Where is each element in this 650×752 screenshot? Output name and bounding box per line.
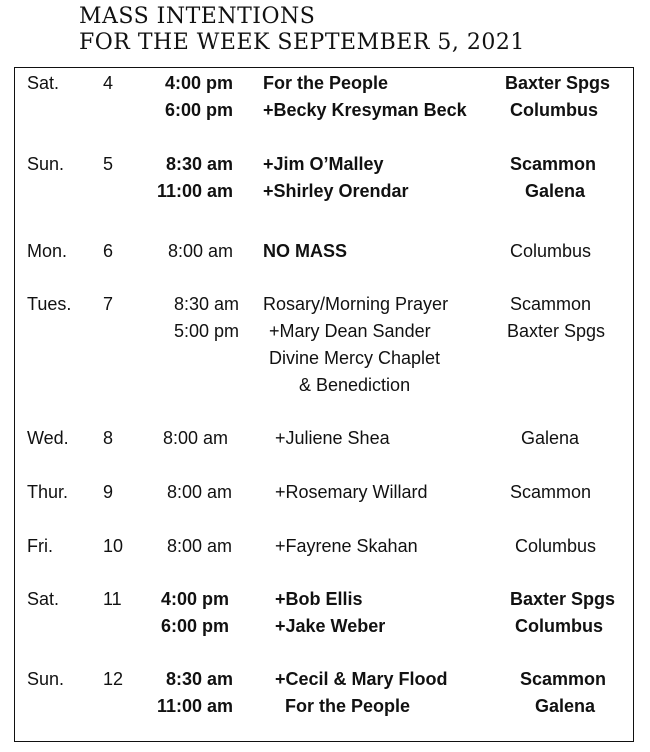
mass-intentions: [263, 238, 347, 265]
intention: +Mary Dean Sander: [269, 321, 431, 341]
mass-intentions: [263, 291, 448, 399]
day-label: Sat.: [27, 589, 60, 609]
mass-time: 4:00 pm: [164, 73, 233, 93]
day-label: Sun.: [27, 154, 65, 174]
mass-time: 8:00 am: [166, 536, 232, 556]
mass-time: 4:00 pm: [160, 589, 229, 609]
mass-times: [152, 291, 239, 345]
date-number: 4: [103, 73, 114, 93]
mass-intentions: [275, 425, 390, 452]
mass-times: [146, 238, 233, 265]
intention: +Becky Kresyman Beck: [263, 100, 467, 120]
intention: Rosary/Morning Prayer: [263, 294, 449, 314]
mass-times: [145, 533, 232, 560]
mass-locations: [505, 70, 610, 124]
mass-time: 8:00 am: [167, 241, 233, 261]
day-label: Thur.: [27, 482, 69, 502]
mass-time: 8:00 am: [166, 482, 232, 502]
mass-locations: [505, 151, 596, 205]
location: Scammon: [510, 482, 592, 502]
mass-time: 5:00 pm: [173, 321, 239, 341]
page-title: [79, 4, 525, 56]
location: Scammon: [520, 669, 607, 689]
title-line-1: MASS INTENTIONS: [79, 4, 316, 29]
schedule-table: [14, 67, 634, 742]
mass-locations: [505, 533, 596, 560]
mass-times: [146, 70, 233, 124]
mass-time: 6:00 pm: [160, 616, 229, 636]
mass-times: [142, 586, 229, 640]
mass-time: 8:30 am: [165, 669, 233, 689]
mass-time: 8:30 am: [173, 294, 239, 314]
location: Galena: [535, 696, 596, 716]
mass-time: 8:30 am: [165, 154, 233, 174]
date-number: 12: [103, 669, 124, 689]
day-label: Fri.: [27, 536, 53, 556]
mass-intentions: [275, 666, 448, 720]
day-label: Tues.: [27, 294, 72, 314]
location: Baxter Spgs: [507, 321, 606, 341]
location: Galena: [525, 181, 586, 201]
date-number: 8: [103, 428, 114, 448]
mass-times: [145, 479, 232, 506]
mass-locations: [505, 291, 605, 345]
mass-intentions: [275, 586, 385, 640]
mass-intentions: [275, 479, 428, 506]
day-label: Sun.: [27, 669, 65, 689]
location: Columbus: [515, 536, 597, 556]
date-number: 11: [103, 589, 122, 609]
intention: For the People: [285, 696, 411, 716]
mass-locations: [505, 238, 591, 265]
day-label: Wed.: [27, 428, 69, 448]
intention: +Jake Weber: [275, 616, 386, 636]
intention: +Shirley Orendar: [263, 181, 409, 201]
intention: +Juliene Shea: [275, 428, 390, 448]
intention: Divine Mercy Chaplet: [269, 348, 441, 368]
intention: For the People: [263, 73, 389, 93]
mass-locations: [505, 666, 606, 720]
intention: +Jim O’Malley: [263, 154, 384, 174]
location: Baxter Spgs: [505, 73, 611, 93]
mass-time: 8:00 am: [162, 428, 228, 448]
intention: +Bob Ellis: [275, 589, 363, 609]
mass-locations: [505, 586, 615, 640]
intention: NO MASS: [263, 241, 348, 261]
location: Baxter Spgs: [510, 589, 616, 609]
location: Scammon: [510, 154, 597, 174]
mass-locations: [505, 425, 579, 452]
intention: +Fayrene Skahan: [275, 536, 418, 556]
intention: +Cecil & Mary Flood: [275, 669, 448, 689]
day-label: Mon.: [27, 241, 68, 261]
date-number: 6: [103, 241, 114, 261]
intention: & Benediction: [299, 375, 411, 395]
mass-times: [141, 425, 228, 452]
date-number: 5: [103, 154, 114, 174]
mass-times: [146, 151, 233, 205]
location: Galena: [521, 428, 580, 448]
date-number: 7: [103, 294, 114, 314]
location: Columbus: [510, 100, 598, 120]
title-line-2: FOR THE WEEK SEPTEMBER 5, 2021: [79, 30, 525, 55]
mass-intentions: [275, 533, 418, 560]
location: Columbus: [515, 616, 603, 636]
date-number: 10: [103, 536, 124, 556]
mass-intentions: [263, 70, 467, 124]
intention: +Rosemary Willard: [275, 482, 428, 502]
location: Columbus: [510, 241, 592, 261]
mass-time: 11:00 am: [156, 696, 233, 716]
day-label: Sat.: [27, 73, 60, 93]
location: Scammon: [510, 294, 592, 314]
mass-time: 6:00 pm: [164, 100, 233, 120]
mass-time: 11:00 am: [156, 181, 233, 201]
mass-locations: [505, 479, 591, 506]
mass-times: [146, 666, 233, 720]
mass-intentions: [263, 151, 409, 205]
date-number: 9: [103, 482, 114, 502]
